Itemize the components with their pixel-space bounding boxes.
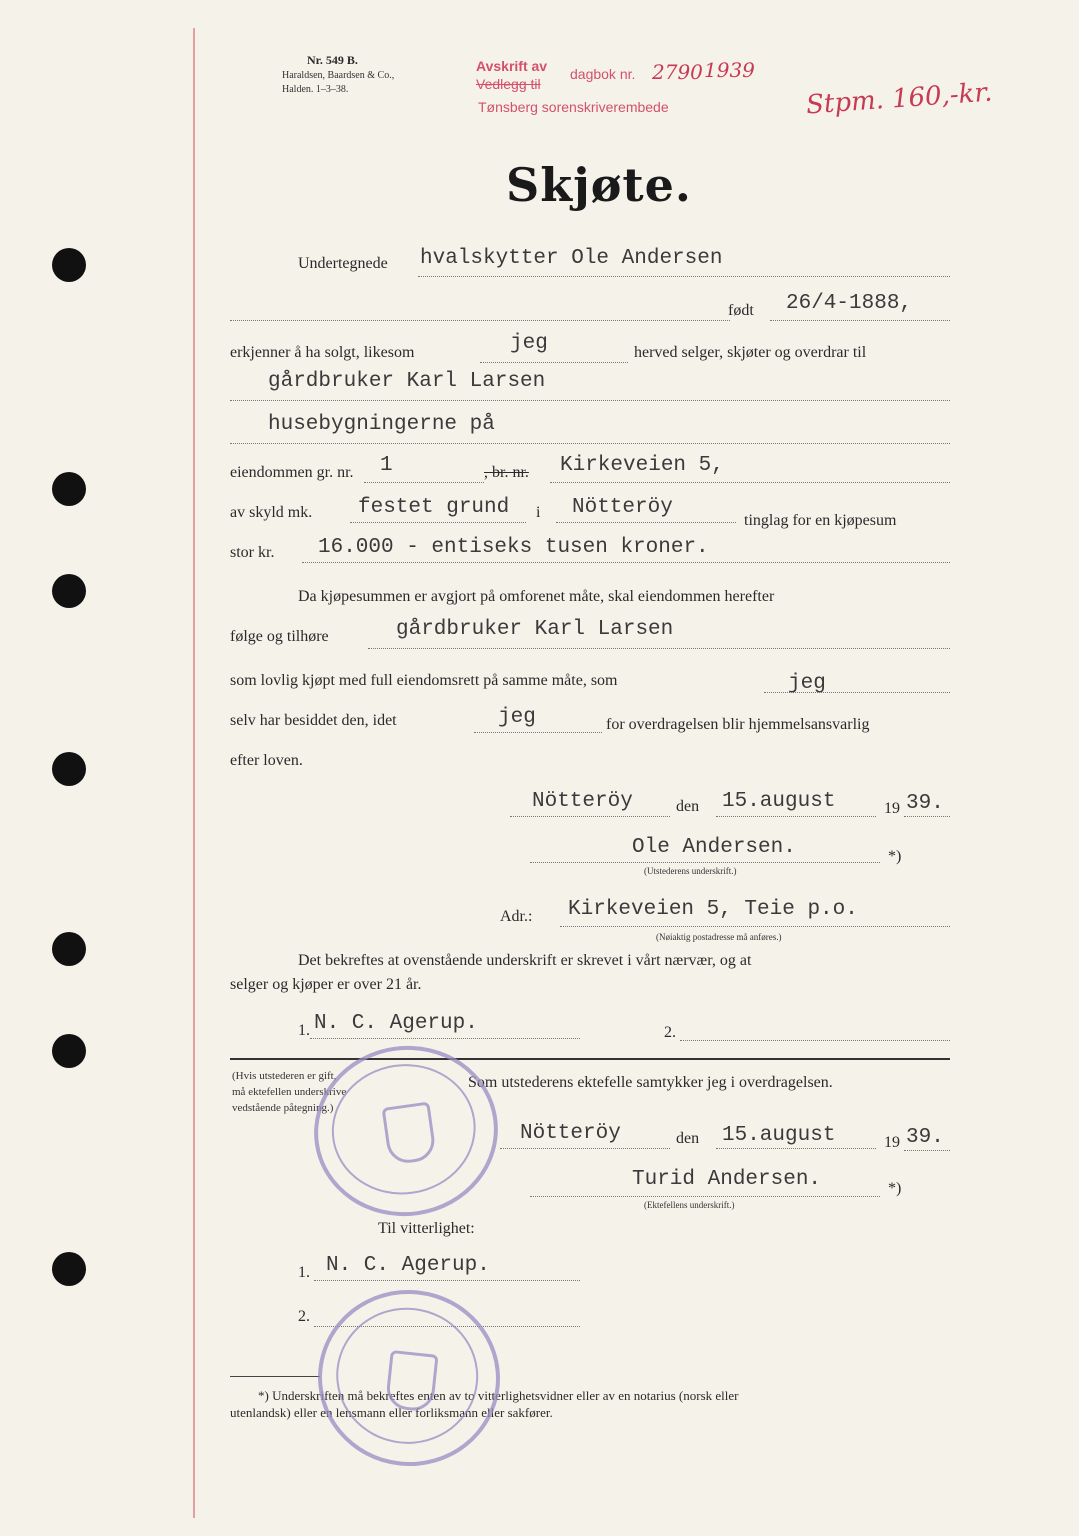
spouse-consent: Som utstederens ektefelle samtykker jeg i overdragelsen. <box>468 1074 833 1091</box>
signature1-date: 15.august <box>722 790 836 813</box>
fodt-label: født <box>728 302 754 319</box>
municipality: Nötteröy <box>572 496 673 519</box>
vitterlighet-2-number: 2. <box>298 1308 310 1325</box>
selv-label: selv har besiddet den, idet <box>230 712 397 729</box>
punch-hole-4 <box>52 752 86 786</box>
gr-nr: 1 <box>380 454 393 477</box>
pronoun-3: jeg <box>498 706 536 729</box>
folge-label: følge og tilhøre <box>230 628 329 645</box>
signature1-year-prefix: 19 <box>884 800 900 817</box>
document-title: Skjøte. <box>506 158 692 212</box>
price: 16.000 - entiseks tusen kroner. <box>318 536 709 559</box>
dagbok-number: 2790 <box>652 60 703 84</box>
signature1-year: 39. <box>906 792 944 815</box>
witness-1-name: N. C. Agerup. <box>314 1012 478 1035</box>
eiendommen-label: eiendommen gr. nr. <box>230 464 354 481</box>
signature1-asterisk: *) <box>888 848 902 865</box>
undertegnede-label: Undertegnede <box>298 255 388 272</box>
lovlig-label: som lovlig kjøpt med full eiendomsrett på samme måte, som <box>230 672 618 689</box>
spouse-note-3: vedstående påtegning.) <box>232 1102 334 1114</box>
witness-text-line2: selger og kjøper er over 21 år. <box>230 976 422 993</box>
spouse-year: 39. <box>906 1126 944 1149</box>
herved-label: herved selger, skjøter og overdrar til <box>634 344 867 361</box>
margin-line <box>193 28 195 1518</box>
para2-line1: Da kjøpesummen er avgjort på omforenet måte, skal eiendommen herefter <box>298 588 775 605</box>
spouse-note-2: må ektefellen underskrive <box>232 1086 347 1098</box>
i-label: i <box>536 504 541 521</box>
skyld-label: av skyld mk. <box>230 504 313 521</box>
vitterlighet-1-name: N. C. Agerup. <box>326 1254 490 1277</box>
section-divider <box>230 1058 950 1060</box>
erkjenner-label: erkjenner å ha solgt, likesom <box>230 344 415 361</box>
signature1-den: den <box>676 798 700 815</box>
punch-hole-7 <box>52 1252 86 1286</box>
property-name: Kirkeveien 5, <box>560 454 724 477</box>
spouse-year-prefix: 19 <box>884 1134 900 1151</box>
printer-line-1: Haraldsen, Baardsen & Co., <box>282 70 395 81</box>
stor-label: stor kr. <box>230 544 275 561</box>
seller-name: hvalskytter Ole Andersen <box>420 247 723 270</box>
punch-hole-3 <box>52 574 86 608</box>
form-number: Nr. 549 B. <box>307 53 358 67</box>
spouse-note-1: (Hvis utstederen er gift, <box>232 1070 337 1082</box>
signature1-caption: (Utstederens underskrift.) <box>644 866 737 876</box>
footnote-line2: utenlandsk) eller en lensmann eller forliksmann eller sakfører. <box>230 1405 553 1420</box>
address-caption: (Nøiaktig postadresse må anføres.) <box>656 932 782 942</box>
footnote-line1: *) Underskriften må bekreftes enten av to vitterlighetsvidner eller av en notarius (norsk eller <box>258 1388 739 1403</box>
spouse-place: Nötteröy <box>520 1122 621 1145</box>
vitterlighet-label: Til vitterlighet: <box>378 1220 475 1237</box>
footnote-rule <box>230 1376 320 1377</box>
dagbok-year: 1939 <box>704 58 755 82</box>
spouse-caption: (Ektefellens underskrift.) <box>644 1200 735 1210</box>
spouse-den: den <box>676 1130 700 1147</box>
signature1-place: Nötteröy <box>532 790 633 813</box>
vitterlighet-1-number: 1. <box>298 1264 310 1281</box>
witness-2-number: 2. <box>664 1024 676 1041</box>
punch-hole-1 <box>52 248 86 282</box>
red-stamp-dagbok: dagbok nr. <box>570 66 636 82</box>
address-label: Adr.: <box>500 908 533 925</box>
punch-hole-2 <box>52 472 86 506</box>
signature1-name: Ole Andersen. <box>632 836 796 859</box>
address: Kirkeveien 5, Teie p.o. <box>568 898 858 921</box>
red-stamp-avskrift: Avskrift av <box>476 58 548 74</box>
br-nr-label: , br. nr. <box>484 464 529 481</box>
spouse-asterisk: *) <box>888 1180 902 1197</box>
lensmann-seal-1 <box>303 1034 509 1228</box>
printer-line-2: Halden. 1–3–38. <box>282 84 349 95</box>
skyld-value: festet grund <box>358 496 510 519</box>
buyer-name: gårdbruker Karl Larsen <box>268 370 546 393</box>
pronoun-1: jeg <box>510 332 548 355</box>
transfer-object: husebygningerne på <box>268 413 495 436</box>
efter-label: efter loven. <box>230 752 303 769</box>
red-stamp-office: Tønsberg sorenskriverembede <box>478 99 669 115</box>
punch-hole-6 <box>52 1034 86 1068</box>
witness-1-number: 1. <box>298 1022 310 1039</box>
tinglag-label: tinglag for en kjøpesum <box>744 512 897 529</box>
lensmann-seal-2 <box>309 1281 508 1475</box>
overdragelsen-label: for overdragelsen blir hjemmelsansvarlig <box>606 716 870 733</box>
handwritten-stamp-fee: Stpm. 160,-kr. <box>805 77 994 121</box>
spouse-name: Turid Andersen. <box>632 1168 822 1191</box>
witness-text-line1: Det bekreftes at ovenstående underskrift er skrevet i vårt nærvær, og at <box>298 952 752 969</box>
spouse-date: 15.august <box>722 1124 836 1147</box>
pronoun-2: jeg <box>788 672 826 695</box>
birth-date: 26/4-1888, <box>786 292 913 315</box>
red-stamp-vedlegg: Vedlegg til <box>476 76 541 92</box>
buyer-name-2: gårdbruker Karl Larsen <box>396 618 674 641</box>
punch-hole-5 <box>52 932 86 966</box>
